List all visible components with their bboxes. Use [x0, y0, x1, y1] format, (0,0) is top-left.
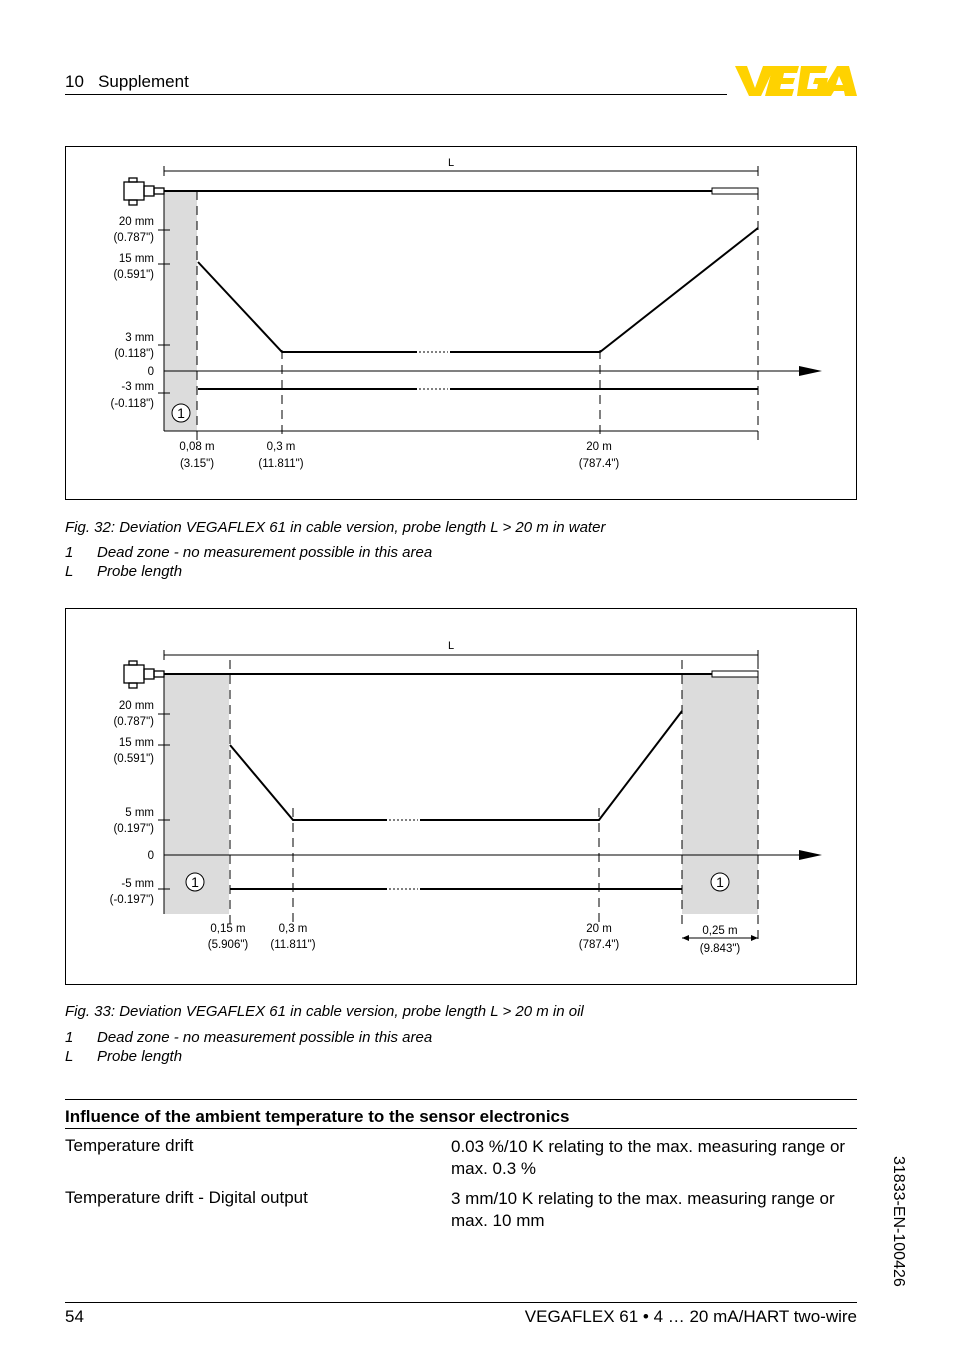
- sensor-head-icon: [124, 178, 164, 205]
- vega-logo: [735, 64, 859, 98]
- svg-text:(-0.197"): (-0.197"): [109, 894, 154, 906]
- deviation-upper-curve: [230, 745, 387, 820]
- figure-32-diagram: [66, 147, 856, 499]
- dead-zone-shade: [164, 191, 197, 431]
- svg-text:(787.4"): (787.4"): [578, 458, 620, 470]
- x-axis-labels: [208, 923, 741, 955]
- spec-label-temperature-drift: Temperature drift: [65, 1136, 194, 1155]
- svg-text:(0.787"): (0.787"): [113, 232, 154, 244]
- svg-text:(0.787"): (0.787"): [113, 716, 154, 728]
- logo-text: VEGA: [735, 64, 738, 65]
- svg-text:(3.15"): (3.15"): [179, 458, 215, 470]
- svg-text:0,15 m: 0,15 m: [210, 923, 246, 935]
- svg-text:(0.118"): (0.118"): [114, 348, 154, 360]
- svg-text:(5.906"): (5.906"): [207, 939, 249, 951]
- svg-text:0: 0: [147, 366, 154, 378]
- svg-text:0,08 m: 0,08 m: [179, 441, 215, 453]
- page-number: 54: [65, 1307, 84, 1326]
- svg-text:(0.591"): (0.591"): [113, 269, 154, 281]
- probe-weight: [712, 188, 758, 194]
- section-rule-bottom: [65, 1128, 857, 1129]
- svg-text:-5 mm: -5 mm: [121, 878, 154, 890]
- figure-32-box: [65, 146, 857, 500]
- svg-text:0: 0: [147, 850, 154, 862]
- spec-value-temperature-drift: 0.03 %/10 K relating to the max. measuring range or max. 0.3 %: [451, 1137, 846, 1178]
- svg-text:(-0.118"): (-0.118"): [110, 398, 154, 410]
- legend-row-probe-length: L Probe length: [65, 1048, 183, 1065]
- svg-text:0,3 m: 0,3 m: [278, 923, 308, 935]
- legend-row-dead-zone: 1 Dead zone - no measurement possible in this area: [65, 544, 433, 561]
- axis-arrow-icon: [799, 850, 822, 860]
- svg-text:(0.197"): (0.197"): [113, 823, 154, 835]
- axis-arrow-icon: [799, 366, 822, 376]
- legend-row-probe-length: L Probe length: [65, 563, 183, 580]
- svg-text:20 mm: 20 mm: [118, 700, 154, 712]
- svg-text:(0.591"): (0.591"): [113, 753, 154, 765]
- svg-text:15 mm: 15 mm: [118, 253, 154, 265]
- probe-length-label: L: [448, 640, 455, 652]
- footer-rule: [65, 1302, 857, 1303]
- svg-text:20 m: 20 m: [586, 923, 612, 935]
- spec-label-temperature-drift-digital: Temperature drift - Digital output: [65, 1188, 308, 1207]
- svg-text:20 m: 20 m: [586, 441, 612, 453]
- y-axis-labels: [111, 216, 155, 410]
- svg-text:0,25 m: 0,25 m: [702, 925, 738, 937]
- legend-row-dead-zone: 1 Dead zone - no measurement possible in this area: [65, 1029, 433, 1046]
- document-code: 31833-EN-100426: [890, 1156, 907, 1287]
- svg-text:1: 1: [177, 405, 185, 421]
- header-rule: [65, 94, 727, 95]
- svg-text:(11.811"): (11.811"): [270, 939, 316, 951]
- x-axis-labels: [179, 441, 619, 470]
- spec-value-temperature-drift-digital: 3 mm/10 K relating to the max. measuring range or max. 10 mm: [451, 1189, 835, 1230]
- svg-text:3 mm: 3 mm: [125, 332, 154, 344]
- svg-text:1: 1: [716, 874, 724, 890]
- figure-33-diagram: [66, 609, 856, 984]
- svg-text:(11.811"): (11.811"): [258, 458, 304, 470]
- svg-text:20 mm: 20 mm: [118, 216, 154, 228]
- figure-33-caption: Fig. 33: Deviation VEGAFLEX 61 in cable version, probe length L > 20 m in oil: [65, 1003, 584, 1020]
- svg-text:0,3 m: 0,3 m: [266, 441, 296, 453]
- svg-text:-3 mm: -3 mm: [121, 381, 154, 393]
- svg-text:(787.4"): (787.4"): [578, 939, 620, 951]
- footer-product: VEGAFLEX 61 • 4 … 20 mA/HART two-wire: [524, 1307, 857, 1326]
- section-title: Influence of the ambient temperature to the sensor electronics: [65, 1107, 570, 1126]
- svg-text:5 mm: 5 mm: [125, 807, 154, 819]
- svg-text:(9.843"): (9.843"): [699, 943, 741, 955]
- probe-length-label: L: [448, 157, 455, 169]
- figure-33-box: [65, 608, 857, 985]
- y-axis-labels: [110, 700, 155, 906]
- deviation-upper-curve: [198, 262, 417, 352]
- probe-weight: [712, 671, 758, 677]
- svg-text:1: 1: [191, 874, 199, 890]
- figure-32-caption: Fig. 32: Deviation VEGAFLEX 61 in cable version, probe length L > 20 m in water: [65, 519, 606, 536]
- running-header: 10 Supplement: [65, 72, 189, 91]
- section-rule-top: [65, 1099, 857, 1100]
- svg-text:15 mm: 15 mm: [118, 737, 154, 749]
- sensor-head-icon: [124, 661, 164, 688]
